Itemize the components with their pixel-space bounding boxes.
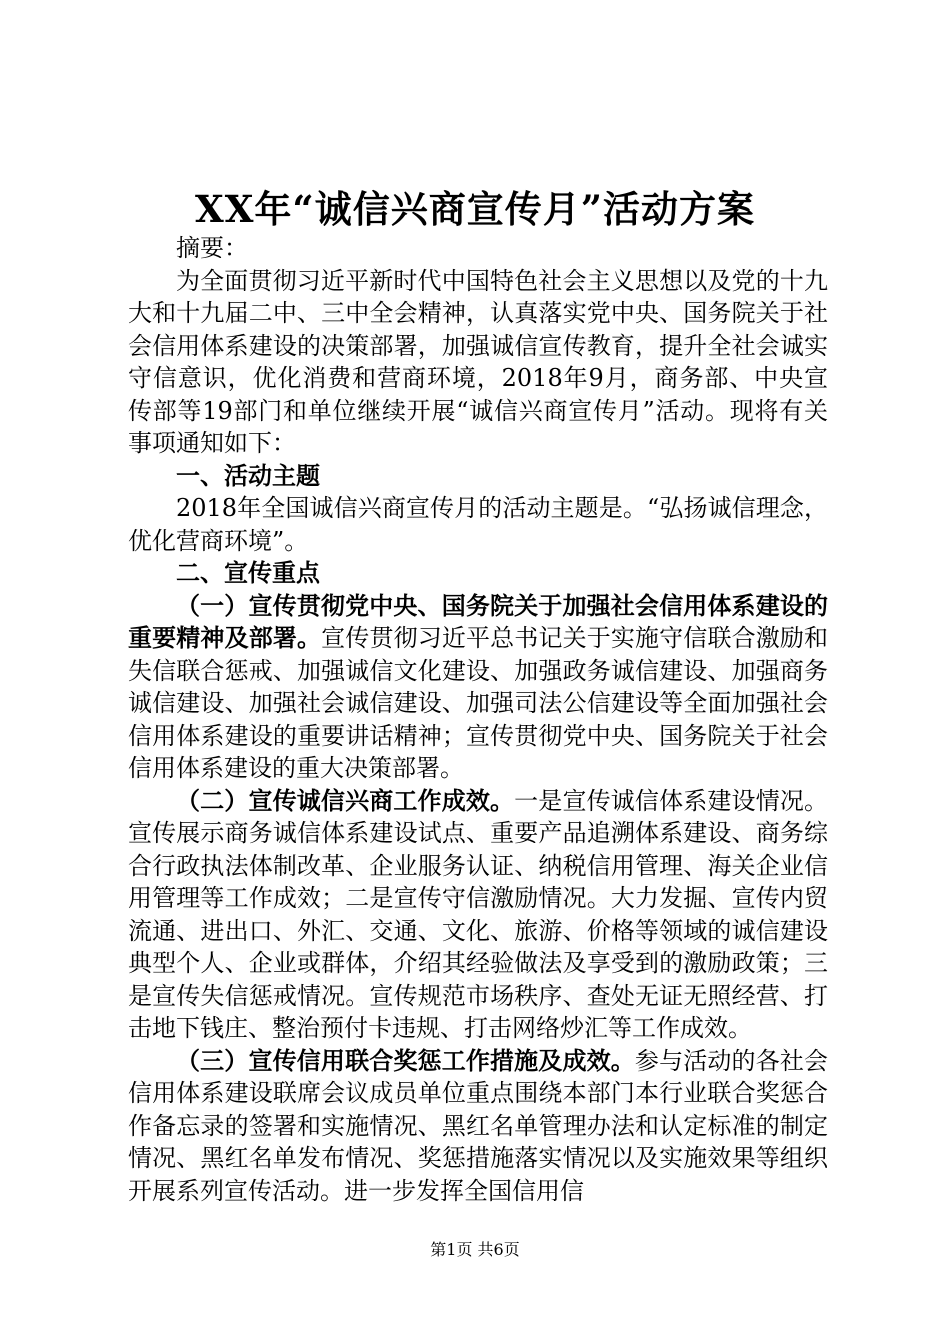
focus-item-1	[128, 590, 828, 785]
section-heading-theme: 一、活动主题	[176, 461, 320, 490]
focus-item-2-lead: （二）宣传诚信兴商工作成效。	[176, 786, 515, 815]
document-body	[128, 232, 828, 1207]
focus-item-2-text: 一是宣传诚信体系建设情况。宣传展示商务诚信体系建设试点、重要产品追溯体系建设、商务综合行政执法体制改革、企业服务认证、纳税信用管理、海关企业信用管理等工作成效；二是宣传守信激励情况。大力发掘、宣传内贸流通、进出口、外汇、交通、文化、旅游、价格等领域的诚信建设典型个人、企业或群体，介绍其经验做法及享受到的激励政策；三是宣传失信惩戒情况。宣传规范市场秩序、查处无证无照经营、打击地下钱庄、整治预付卡违规、打击网络炒汇等工作成效。	[128, 786, 829, 1042]
focus-item-3	[128, 1045, 828, 1208]
focus-item-3-lead: （三）宣传信用联合奖惩工作措施及成效。	[176, 1046, 635, 1075]
document-title: XX年“诚信兴商宣传月”活动方案	[195, 187, 755, 231]
section-heading-focus: 二、宣传重点	[176, 559, 320, 587]
intro-paragraph: 为全面贯彻习近平新时代中国特色社会主义思想以及党的十九大和十九届二中、三中全会精神，认真落实党中央、国务院关于社会信用体系建设的决策部署，加强诚信宣传教育，提升全社会诚实守信意识，优化消费和营商环境，2018年9月，商务部、中央宣传部等19部门和单位继续开展“诚信兴商宣传月”活动。现将有关事项通知如下：	[128, 266, 828, 457]
focus-item-2	[128, 785, 828, 1045]
focus-item-1-text: 宣传贯彻习近平总书记关于实施守信联合激励和失信联合惩戒、加强诚信文化建设、加强政务诚信建设、加强商务诚信建设、加强社会诚信建设、加强司法公信建设等全面加强社会信用体系建设的重要讲话精神；宣传贯彻党中央、国务院关于社会信用体系建设的重大决策部署。	[128, 624, 829, 782]
page-footer: 第1页 共6页	[430, 1240, 520, 1259]
abstract-label: 摘要：	[176, 234, 248, 262]
focus-item-1-lead: （一）宣传贯彻党中央、国务院关于加强社会信用体系建设的重要精神及部署。	[128, 591, 828, 652]
theme-paragraph: 2018年全国诚信兴商宣传月的活动主题是。“弘扬诚信理念，优化营商环境”。	[128, 494, 828, 555]
focus-item-3-text: 参与活动的各社会信用体系建设联席会议成员单位重点围绕本部门本行业联合奖惩合作备忘录的签署和实施情况、黑红名单管理办法和认定标准的制定情况、黑红名单发布情况、奖惩措施落实情况以及实施效果等组织开展系列宣传活动。进一步发挥全国信用信	[128, 1046, 828, 1205]
